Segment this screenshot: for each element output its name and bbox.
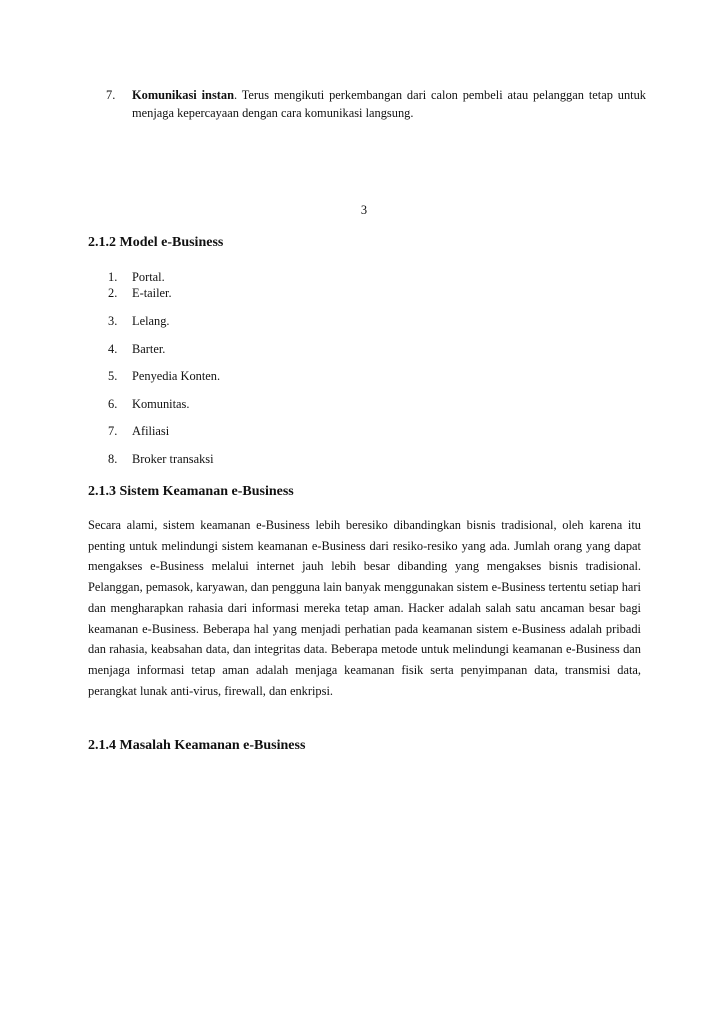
list-item-label: Lelang. — [132, 314, 170, 328]
list-item-komunikasi-instan — [106, 86, 646, 122]
list-item-text: . Terus mengikuti perkembangan dari calon pembeli atau pelanggan tetap untuk menjaga kepercayaan dengan cara komunikasi langsung. — [132, 88, 646, 120]
list-item-number: 6. — [108, 397, 118, 411]
list-item-number: 1. — [108, 270, 118, 284]
list-item-number: 4. — [108, 342, 118, 356]
list-item — [108, 397, 189, 412]
list-item — [108, 270, 165, 285]
list-item-label: Komunitas. — [132, 397, 190, 411]
list-item — [108, 342, 165, 357]
list-item-term: Komunikasi instan — [132, 88, 234, 102]
list-item — [108, 314, 170, 329]
page-number-text: 3 — [360, 203, 368, 217]
list-item-label: Penyedia Konten. — [132, 369, 221, 383]
list-item-number: 2. — [108, 286, 118, 300]
list-item — [108, 424, 169, 439]
list-item-label: Barter. — [132, 342, 166, 356]
list-item-label: Afiliasi — [132, 424, 170, 438]
list-item — [108, 286, 172, 301]
list-item-number: 5. — [108, 369, 118, 383]
section-heading-model: 2.1.2 Model e-Business — [88, 235, 224, 250]
sistem-paragraph: Secara alami, sistem keamanan e-Business lebih beresiko dibandingkan bisnis tradisional, oleh karena itu penting untuk melindungi sistem keamanan e-Business dari resiko-resiko yang ada. Jumlah orang yang dapat mengakses e-Business melalui internet jauh lebih besar dibanding yang mengakses bisnis tradisional. Pelanggan, pemasok, karyawan, dan pengguna lain banyak menggunakan sistem e-Business tertentu setiap hari dan mengharapkan rahasia dari informasi mereka tetap aman. Hacker adalah salah satu ancaman besar bagi keamanan e-Business. Beberapa hal yang menjadi perhatian pada keamanan sistem e-Business adalah pribadi dan rahasia, keabsahan data, dan integritas data. Beberapa metode untuk melindungi keamanan e-Business dan menjaga informasi tetap aman adalah menjaga keamanan fisik serta penyimpanan data, transmisi data, perangkat lunak anti-virus, firewall, dan enkripsi. — [88, 518, 641, 698]
list-item-number: 7. — [106, 88, 116, 102]
list-item-label: E-tailer. — [132, 286, 172, 300]
list-item — [108, 452, 214, 467]
section-heading-sistem: 2.1.3 Sistem Keamanan e-Business — [88, 484, 294, 499]
list-item-label: Portal. — [132, 270, 165, 284]
page-number — [0, 203, 728, 218]
list-item-number: 3. — [108, 314, 118, 328]
list-item-number: 8. — [108, 452, 118, 466]
list-item — [108, 369, 220, 384]
list-item-number: 7. — [108, 424, 118, 438]
list-item-label: Broker transaksi — [132, 452, 214, 466]
list-item-body — [132, 86, 646, 122]
section-heading-masalah: 2.1.4 Masalah Keamanan e-Business — [88, 738, 306, 753]
